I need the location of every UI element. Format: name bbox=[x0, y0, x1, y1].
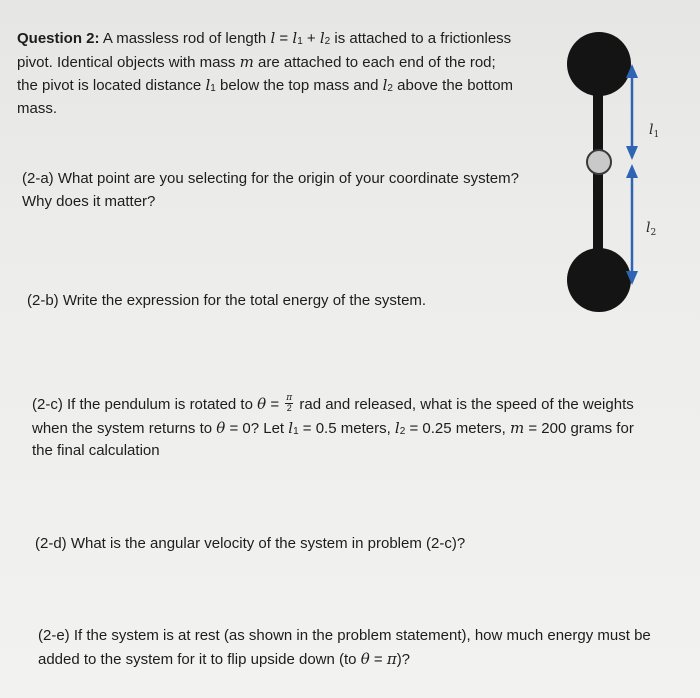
pivot bbox=[587, 150, 611, 174]
l2-label: $l_2$ bbox=[646, 220, 657, 238]
intro-line-4: mass. bbox=[17, 99, 58, 117]
intro-line-2: pivot. Identical objects with mass m are attached to each end of the rod; bbox=[17, 52, 496, 71]
part-c-line-1: (2-c) If the pendulum is rotated to θ = $\frac{\pi}{2}$ rad and released, what is the speed of the weights bbox=[32, 392, 634, 413]
intro-line-3: the pivot is located distance $l_1$ below the top mass and $l_2$ above the bottom bbox=[17, 76, 514, 94]
question-label: Question 2: bbox=[17, 30, 100, 47]
part-b: (2-b) Write the expression for the total energy of the system. bbox=[27, 292, 427, 309]
part-e: (2-e) If the system is at rest (as shown in the problem statement), how much energy must be added to the system for it to flip upside down (to θ = π)? bbox=[38, 625, 688, 671]
intro-line-1: Question 2: A massless rod of length $l = l_1 + l_2$ is attached to a frictionless bbox=[17, 29, 512, 47]
part-a: (2-a) What point are you selecting for the origin of your coordinate system? Why does it matter? bbox=[22, 170, 519, 210]
l1-label: $l_1$ bbox=[649, 122, 660, 140]
part-c-line-2: when the system returns to θ = 0? Let $l_1 = 0.5$ meters, $l_2 = 0.25$ meters, m = 200 grams for bbox=[32, 418, 634, 437]
part-e-line-2: added to the system for it to flip upside down (to θ = π)? bbox=[38, 649, 411, 668]
l1-arrowhead-bottom bbox=[626, 146, 638, 160]
top-mass bbox=[567, 32, 631, 96]
l2-arrowhead-top bbox=[626, 164, 638, 178]
part-c-line-3: the final calculation bbox=[32, 442, 160, 459]
part-d: (2-d) What is the angular velocity of the system in problem (2-c)? bbox=[35, 535, 466, 552]
pi-over-two-fraction: $\frac{\pi}{2}$ bbox=[286, 392, 293, 413]
bottom-mass bbox=[567, 248, 631, 312]
